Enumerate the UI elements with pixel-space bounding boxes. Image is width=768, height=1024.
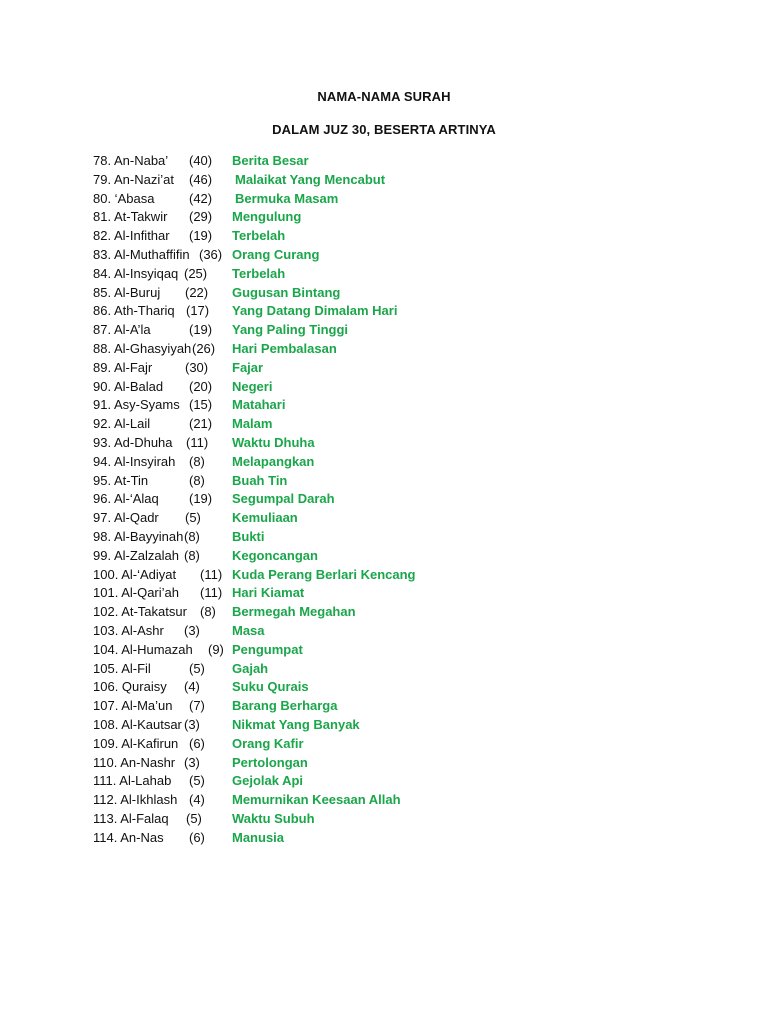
surah-meaning: Terbelah — [232, 228, 286, 244]
list-item — [93, 434, 493, 453]
surah-meaning: Manusia — [232, 829, 285, 845]
verse-count: (29) — [189, 209, 213, 225]
surah-name: 100. Al-‘Adiyat — [93, 566, 177, 582]
surah-meaning: Bukti — [232, 528, 265, 544]
surah-name: 83. Al-Muthaffifin — [93, 246, 190, 262]
list-item — [93, 660, 493, 679]
surah-name: 102. At-Takatsur — [93, 604, 187, 620]
surah-meaning: Yang Datang Dimalam Hari — [232, 303, 398, 319]
verse-count: (25) — [184, 265, 208, 281]
list-item — [93, 208, 493, 227]
list-item — [93, 791, 493, 810]
surah-meaning: Buah Tin — [232, 472, 288, 488]
surah-name: 114. An-Nas — [93, 829, 164, 845]
surah-name: 101. Al-Qari’ah — [93, 585, 179, 601]
surah-meaning: Kuda Perang Berlari Kencang — [232, 566, 416, 582]
surah-meaning: Mengulung — [232, 209, 302, 225]
surah-name: 109. Al-Kafirun — [93, 735, 179, 751]
list-item — [93, 472, 493, 491]
verse-count: (3) — [184, 716, 200, 732]
verse-count: (21) — [189, 416, 213, 432]
surah-meaning: Orang Kafir — [232, 735, 304, 751]
surah-meaning: Pertolongan — [232, 754, 308, 770]
surah-name: 94. Al-Insyirah — [93, 453, 176, 469]
surah-name: 103. Al-Ashr — [93, 622, 164, 638]
surah-meaning: Kegoncangan — [232, 547, 318, 563]
surah-name: 97. Al-Qadr — [93, 510, 159, 526]
surah-meaning: Negeri — [232, 378, 273, 394]
surah-name: 78. An-Naba’ — [93, 153, 169, 168]
surah-meaning: Barang Berharga — [232, 698, 338, 714]
surah-meaning: Suku Qurais — [232, 679, 309, 695]
verse-count: (19) — [189, 491, 213, 507]
verse-count: (30) — [185, 359, 209, 375]
surah-meaning: Matahari — [232, 397, 286, 413]
surah-meaning: Hari Pembalasan — [232, 340, 337, 356]
list-item — [93, 678, 493, 697]
surah-meaning: Melapangkan — [232, 453, 315, 469]
verse-count: (11) — [186, 434, 209, 450]
surah-name: 87. Al-A’la — [93, 322, 151, 338]
verse-count: (6) — [189, 735, 205, 751]
surah-name: 108. Al-Kautsar — [93, 716, 182, 732]
verse-count: (11) — [200, 585, 223, 601]
surah-list — [93, 152, 493, 847]
verse-count: (19) — [189, 322, 213, 338]
verse-count: (5) — [186, 810, 202, 826]
list-item — [93, 810, 493, 829]
list-item — [93, 509, 493, 528]
verse-count: (40) — [189, 153, 213, 168]
surah-name: 99. Al-Zalzalah — [93, 547, 179, 563]
surah-name: 91. Asy-Syams — [93, 397, 180, 413]
surah-meaning: Hari Kiamat — [232, 585, 305, 601]
surah-name: 96. Al-‘Alaq — [93, 491, 159, 507]
verse-count: (3) — [184, 622, 200, 638]
surah-name: 79. An-Nazi’at — [93, 171, 174, 187]
list-item — [93, 754, 493, 773]
surah-name: 104. Al-Humazah — [93, 641, 193, 657]
list-item — [93, 528, 493, 547]
verse-count: (22) — [185, 284, 209, 300]
surah-name: 95. At-Tin — [93, 472, 149, 488]
surah-meaning: Pengumpat — [232, 641, 303, 657]
verse-count: (36) — [199, 246, 223, 262]
surah-meaning: Malaikat Yang Mencabut — [235, 171, 386, 187]
surah-meaning: Gejolak Api — [232, 773, 304, 789]
surah-name: 98. Al-Bayyinah — [93, 528, 184, 544]
verse-count: (15) — [189, 397, 213, 413]
surah-name: 106. Quraisy — [93, 679, 167, 695]
surah-name: 110. An-Nashr — [93, 754, 176, 770]
surah-meaning: Orang Curang — [232, 246, 320, 262]
verse-count: (20) — [189, 378, 213, 394]
surah-name: 82. Al-Infithar — [93, 228, 170, 244]
verse-count: (8) — [189, 453, 205, 469]
verse-count: (8) — [184, 547, 200, 563]
surah-name: 80. ‘Abasa — [93, 190, 155, 206]
verse-count: (19) — [189, 228, 213, 244]
list-item — [93, 716, 493, 735]
verse-count: (4) — [189, 792, 205, 808]
surah-meaning: Gajah — [232, 660, 269, 676]
list-item — [93, 697, 493, 716]
surah-meaning: Masa — [232, 622, 265, 638]
surah-name: 112. Al-Ikhlash — [93, 792, 178, 808]
document-title: NAMA-NAMA SURAH — [317, 89, 451, 104]
list-item — [93, 265, 493, 284]
list-item — [93, 603, 493, 622]
verse-count: (8) — [200, 604, 216, 620]
surah-meaning: Malam — [232, 416, 273, 432]
list-item — [93, 321, 493, 340]
list-item — [93, 171, 493, 190]
verse-count: (46) — [189, 171, 213, 187]
surah-name: 111. Al-Lahab — [93, 773, 172, 789]
verse-count: (11) — [200, 566, 223, 582]
surah-meaning: Terbelah — [232, 265, 286, 281]
surah-name: 92. Al-Lail — [93, 416, 151, 432]
surah-name: 113. Al-Falaq — [93, 810, 169, 826]
verse-count: (8) — [189, 472, 205, 488]
list-item — [93, 566, 493, 585]
verse-count: (5) — [185, 510, 201, 526]
verse-count: (5) — [189, 773, 205, 789]
list-item — [93, 396, 493, 415]
document-subtitle: DALAM JUZ 30, BESERTA ARTINYA — [272, 122, 496, 137]
surah-meaning: Fajar — [232, 359, 264, 375]
verse-count: (42) — [189, 190, 213, 206]
verse-count: (9) — [208, 641, 224, 657]
verse-count: (5) — [189, 660, 205, 676]
list-item — [93, 246, 493, 265]
surah-meaning: Memurnikan Keesaan Allah — [232, 792, 401, 808]
surah-name: 107. Al-Ma’un — [93, 698, 173, 714]
list-item — [93, 340, 493, 359]
verse-count: (17) — [186, 303, 210, 319]
surah-name: 89. Al-Fajr — [93, 359, 153, 375]
surah-name: 88. Al-Ghasyiyah — [93, 340, 192, 356]
verse-count: (3) — [184, 754, 200, 770]
list-item — [93, 227, 493, 246]
surah-name: 105. Al-Fil — [93, 660, 151, 676]
list-item — [93, 302, 493, 321]
surah-meaning: Waktu Dhuha — [232, 434, 315, 450]
verse-count: (7) — [189, 698, 205, 714]
surah-meaning: Yang Paling Tinggi — [232, 322, 349, 338]
list-item — [93, 359, 493, 378]
list-item — [93, 152, 493, 171]
surah-name: 85. Al-Buruj — [93, 284, 161, 300]
list-item — [93, 378, 493, 397]
surah-name: 84. Al-Insyiqaq — [93, 265, 179, 281]
verse-count: (26) — [192, 340, 216, 356]
surah-meaning: Nikmat Yang Banyak — [232, 716, 360, 732]
list-item — [93, 284, 493, 303]
verse-count: (4) — [184, 679, 200, 695]
surah-meaning: Bermegah Megahan — [232, 604, 356, 620]
surah-name: 81. At-Takwir — [93, 209, 168, 225]
list-item — [93, 490, 493, 509]
surah-meaning: Waktu Subuh — [232, 810, 315, 826]
surah-meaning: Bermuka Masam — [235, 190, 339, 206]
verse-count: (6) — [189, 829, 205, 845]
surah-meaning: Kemuliaan — [232, 510, 298, 526]
surah-name: 93. Ad-Dhuha — [93, 434, 173, 450]
surah-meaning: Gugusan Bintang — [232, 284, 341, 300]
list-item — [93, 190, 493, 209]
list-item — [93, 735, 493, 754]
list-item — [93, 547, 493, 566]
list-item — [93, 415, 493, 434]
surah-name: 90. Al-Balad — [93, 378, 164, 394]
list-item — [93, 453, 493, 472]
list-item — [93, 622, 493, 641]
surah-meaning: Berita Besar — [232, 153, 309, 168]
verse-count: (8) — [184, 528, 200, 544]
list-item — [93, 772, 493, 791]
list-item — [93, 584, 493, 603]
list-item — [93, 829, 493, 848]
surah-name: 86. Ath-Thariq — [93, 303, 175, 319]
surah-meaning: Segumpal Darah — [232, 491, 335, 507]
list-item — [93, 641, 493, 660]
